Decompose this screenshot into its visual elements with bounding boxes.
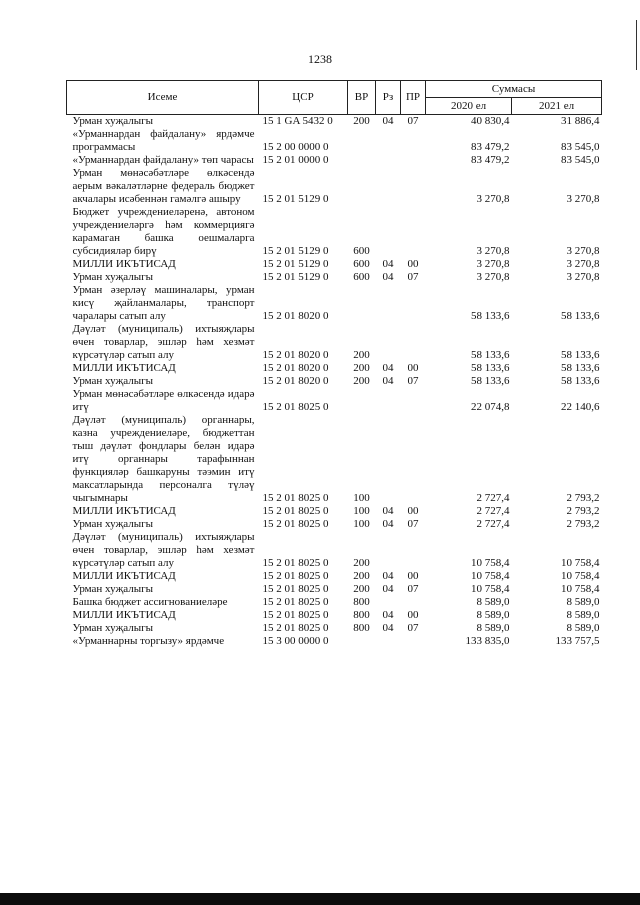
row-pr: 00: [407, 570, 419, 582]
header-name: Исеме: [67, 81, 259, 115]
row-name: «Урманнардан файдалану» төп чарасы: [72, 154, 254, 166]
row-name: Урман хуҗалыгы: [72, 518, 154, 530]
row-csr: 15 2 01 8020 0: [262, 310, 329, 322]
row-sum-2021: 8 589,0: [566, 622, 600, 634]
table-row: [67, 115, 602, 129]
row-sum-2020: 58 133,6: [471, 362, 510, 374]
row-name: МИЛЛИ ИКЪТИСАД: [72, 505, 176, 517]
row-sum-2020: 83 479,2: [471, 154, 510, 166]
row-vr: [348, 154, 376, 167]
table-row: [67, 414, 602, 505]
row-sum-2021: 83 545,0: [561, 154, 600, 166]
row-rz: [376, 323, 401, 362]
row-name: Урман хуҗалыгы: [72, 115, 154, 127]
row-rz: 04: [382, 583, 394, 595]
row-pr: [401, 323, 426, 362]
row-rz: 04: [382, 258, 394, 270]
row-name: Урман мөнәсәбәтләре өлкәсендә идарә итү: [72, 388, 255, 413]
row-sum-2021: 58 133,6: [561, 310, 600, 322]
row-sum-2021: 3 270,8: [566, 258, 600, 270]
row-vr: [348, 635, 376, 648]
row-pr: 07: [407, 375, 419, 387]
row-csr: 15 2 01 8025 0: [262, 596, 329, 608]
header-pr: ПР: [401, 81, 426, 115]
row-vr: [348, 128, 376, 154]
row-name: Дәүләт (муниципаль) ихтыяҗлары өчен товарлар, эшләр һәм хезмәт күрсәтүләр сатып алу: [72, 531, 255, 569]
row-name: МИЛЛИ ИКЪТИСАД: [72, 362, 176, 374]
row-pr: 00: [407, 505, 419, 517]
row-sum-2021: 2 793,2: [566, 518, 600, 530]
row-name: Урман әзерләү машиналары, урман кисү җайланмалары, транспорт чаралары сатып алу: [72, 284, 255, 322]
row-rz: [376, 414, 401, 505]
row-pr: 00: [407, 258, 419, 270]
row-sum-2020: 10 758,4: [471, 570, 510, 582]
row-pr: [401, 167, 426, 206]
table-row: [67, 531, 602, 570]
row-sum-2020: 58 133,6: [471, 310, 510, 322]
row-csr: 15 2 01 5129 0: [262, 245, 329, 257]
row-name: Урман хуҗалыгы: [72, 375, 154, 387]
row-pr: 00: [407, 362, 419, 374]
row-csr: 15 2 01 8025 0: [262, 401, 329, 413]
table-row: [67, 206, 602, 258]
row-pr: [401, 128, 426, 154]
row-vr: 200: [353, 375, 370, 387]
row-csr: 15 2 01 8020 0: [262, 362, 329, 374]
row-rz: [376, 596, 401, 609]
row-sum-2020: 58 133,6: [471, 349, 510, 361]
row-sum-2020: 8 589,0: [476, 596, 510, 608]
row-sum-2021: 3 270,8: [566, 271, 600, 283]
row-vr: 100: [353, 505, 370, 517]
budget-table: [66, 80, 602, 648]
row-csr: 15 2 01 5129 0: [262, 193, 329, 205]
row-sum-2021: 31 886,4: [561, 115, 600, 127]
row-sum-2020: 3 270,8: [476, 245, 510, 257]
row-sum-2020: 10 758,4: [471, 557, 510, 569]
row-sum-2021: 3 270,8: [566, 193, 600, 205]
row-name: Урман хуҗалыгы: [72, 271, 154, 283]
row-name: Урман мөнәсәбәтләре өлкәсендә аерым вәкаләтләрне федераль бюджет акчалары исәбеннән гамәлгә ашыру: [72, 167, 255, 205]
row-name: Дәүләт (муниципаль) органнары, казна учреждениеләре, бюджеттан тыш дәүләт фондлары белән идарә итү органнары тарафыннан функцияләр башкаруны тәэмин итү максатларында персоналга түләү чыгымнары: [72, 414, 255, 504]
row-name: МИЛЛИ ИКЪТИСАД: [72, 258, 176, 270]
row-rz: [376, 154, 401, 167]
table-row: [67, 362, 602, 375]
row-csr: 15 2 01 8025 0: [262, 570, 329, 582]
table-row: [67, 583, 602, 596]
row-rz: [376, 128, 401, 154]
row-pr: [401, 206, 426, 258]
table-row: [67, 167, 602, 206]
table-row: [67, 271, 602, 284]
header-csr: ЦСР: [259, 81, 348, 115]
row-rz: [376, 167, 401, 206]
row-csr: 15 2 01 5129 0: [262, 258, 329, 270]
header-2021: 2021 ел: [512, 98, 602, 115]
row-sum-2020: 2 727,4: [476, 505, 510, 517]
row-pr: 00: [407, 609, 419, 621]
table-row: [67, 128, 602, 154]
table-row: [67, 258, 602, 271]
header-2020: 2020 ел: [426, 98, 512, 115]
row-pr: [401, 635, 426, 648]
row-csr: 15 2 01 8025 0: [262, 492, 329, 504]
table-row: [67, 622, 602, 635]
row-vr: 200: [353, 583, 370, 595]
table-header: [67, 81, 602, 115]
row-name: Урман хуҗалыгы: [72, 622, 154, 634]
table-row: [67, 609, 602, 622]
row-pr: 07: [407, 622, 419, 634]
row-csr: 15 2 01 0000 0: [262, 154, 329, 166]
row-pr: [401, 388, 426, 414]
row-sum-2021: 2 793,2: [566, 492, 600, 504]
row-csr: 15 2 01 8025 0: [262, 609, 329, 621]
row-sum-2020: 3 270,8: [476, 193, 510, 205]
row-pr: [401, 531, 426, 570]
row-csr: 15 2 01 8025 0: [262, 622, 329, 634]
row-sum-2020: 133 835,0: [465, 635, 510, 647]
row-sum-2021: 8 589,0: [566, 596, 600, 608]
row-sum-2020: 8 589,0: [476, 609, 510, 621]
table-body: [67, 115, 602, 649]
row-rz: 04: [382, 622, 394, 634]
row-sum-2020: 83 479,2: [471, 141, 510, 153]
row-sum-2021: 133 757,5: [555, 635, 600, 647]
row-csr: 15 3 00 0000 0: [262, 635, 329, 647]
row-pr: [401, 154, 426, 167]
table-row: [67, 505, 602, 518]
row-pr: 07: [407, 518, 419, 530]
row-csr: 15 2 00 0000 0: [262, 141, 329, 153]
row-sum-2020: 22 074,8: [471, 401, 510, 413]
row-rz: [376, 284, 401, 323]
row-name: «Урманнардан файдалану» ярдәмче программасы: [72, 128, 255, 153]
row-vr: 200: [353, 349, 370, 361]
row-rz: 04: [382, 518, 394, 530]
row-vr: 800: [353, 622, 370, 634]
row-sum-2020: 3 270,8: [476, 271, 510, 283]
row-sum-2021: 58 133,6: [561, 349, 600, 361]
row-name: Дәүләт (муниципаль) ихтыяҗлары өчен товарлар, эшләр һәм хезмәт күрсәтүләр сатып алу: [72, 323, 255, 361]
row-sum-2020: 2 727,4: [476, 492, 510, 504]
row-rz: [376, 206, 401, 258]
row-name: Урман хуҗалыгы: [72, 583, 154, 595]
table-row: [67, 570, 602, 583]
row-sum-2021: 3 270,8: [566, 245, 600, 257]
row-csr: 15 2 01 8025 0: [262, 583, 329, 595]
table-row: [67, 154, 602, 167]
row-vr: 600: [353, 245, 370, 257]
row-vr: [348, 167, 376, 206]
row-rz: 04: [382, 609, 394, 621]
row-sum-2020: 2 727,4: [476, 518, 510, 530]
row-sum-2020: 40 830,4: [471, 115, 510, 127]
row-rz: 04: [382, 375, 394, 387]
scan-bottom-bar: [0, 893, 640, 905]
row-sum-2020: 3 270,8: [476, 258, 510, 270]
row-sum-2021: 8 589,0: [566, 609, 600, 621]
row-rz: 04: [382, 115, 394, 127]
header-vr: ВР: [348, 81, 376, 115]
row-pr: [401, 596, 426, 609]
row-csr: 15 2 01 8025 0: [262, 557, 329, 569]
row-name: Башка бюджет ассигнованиеләре: [72, 596, 228, 608]
row-vr: 200: [353, 557, 370, 569]
row-pr: 07: [407, 271, 419, 283]
row-vr: 600: [353, 258, 370, 270]
row-sum-2020: 10 758,4: [471, 583, 510, 595]
row-rz: [376, 388, 401, 414]
row-sum-2021: 2 793,2: [566, 505, 600, 517]
row-vr: 800: [353, 596, 370, 608]
row-vr: 600: [353, 271, 370, 283]
row-vr: [348, 284, 376, 323]
row-rz: 04: [382, 505, 394, 517]
row-csr: 15 1 GA 5432 0: [262, 115, 333, 127]
row-pr: [401, 414, 426, 505]
page-edge-line: [636, 20, 637, 70]
table-row: [67, 375, 602, 388]
row-vr: 200: [353, 115, 370, 127]
header-sums: Суммасы: [426, 81, 602, 98]
row-sum-2021: 83 545,0: [561, 141, 600, 153]
row-sum-2021: 58 133,6: [561, 375, 600, 387]
row-sum-2021: 10 758,4: [561, 583, 600, 595]
table-row: [67, 323, 602, 362]
row-pr: 07: [407, 583, 419, 595]
table-row: [67, 635, 602, 648]
row-rz: 04: [382, 362, 394, 374]
table-row: [67, 518, 602, 531]
row-pr: 07: [407, 115, 419, 127]
row-sum-2021: 58 133,6: [561, 362, 600, 374]
row-csr: 15 2 01 5129 0: [262, 271, 329, 283]
row-csr: 15 2 01 8025 0: [262, 505, 329, 517]
row-vr: [348, 388, 376, 414]
row-vr: 100: [353, 518, 370, 530]
row-rz: 04: [382, 570, 394, 582]
row-name: «Урманнарны торгызу» ярдәмче: [72, 635, 225, 647]
row-sum-2021: 10 758,4: [561, 557, 600, 569]
row-sum-2020: 8 589,0: [476, 622, 510, 634]
row-name: МИЛЛИ ИКЪТИСАД: [72, 570, 176, 582]
row-name: МИЛЛИ ИКЪТИСАД: [72, 609, 176, 621]
page-number: 1238: [308, 52, 332, 66]
row-sum-2021: 10 758,4: [561, 570, 600, 582]
row-csr: 15 2 01 8025 0: [262, 518, 329, 530]
row-rz: [376, 635, 401, 648]
table-row: [67, 284, 602, 323]
table-row: [67, 596, 602, 609]
row-vr: 200: [353, 362, 370, 374]
row-vr: 800: [353, 609, 370, 621]
row-sum-2020: 58 133,6: [471, 375, 510, 387]
row-pr: [401, 284, 426, 323]
header-rz: Рз: [376, 81, 401, 115]
row-csr: 15 2 01 8020 0: [262, 375, 329, 387]
row-rz: 04: [382, 271, 394, 283]
table-row: [67, 388, 602, 414]
row-rz: [376, 531, 401, 570]
row-sum-2021: 22 140,6: [561, 401, 600, 413]
row-name: Бюджет учреждениеләренә, автоном учреждениеләргә һәм коммерциягә карамаган башка оешмаларга субсидияләр бирү: [72, 206, 255, 257]
row-vr: 200: [353, 570, 370, 582]
row-csr: 15 2 01 8020 0: [262, 349, 329, 361]
row-vr: 100: [353, 492, 370, 504]
